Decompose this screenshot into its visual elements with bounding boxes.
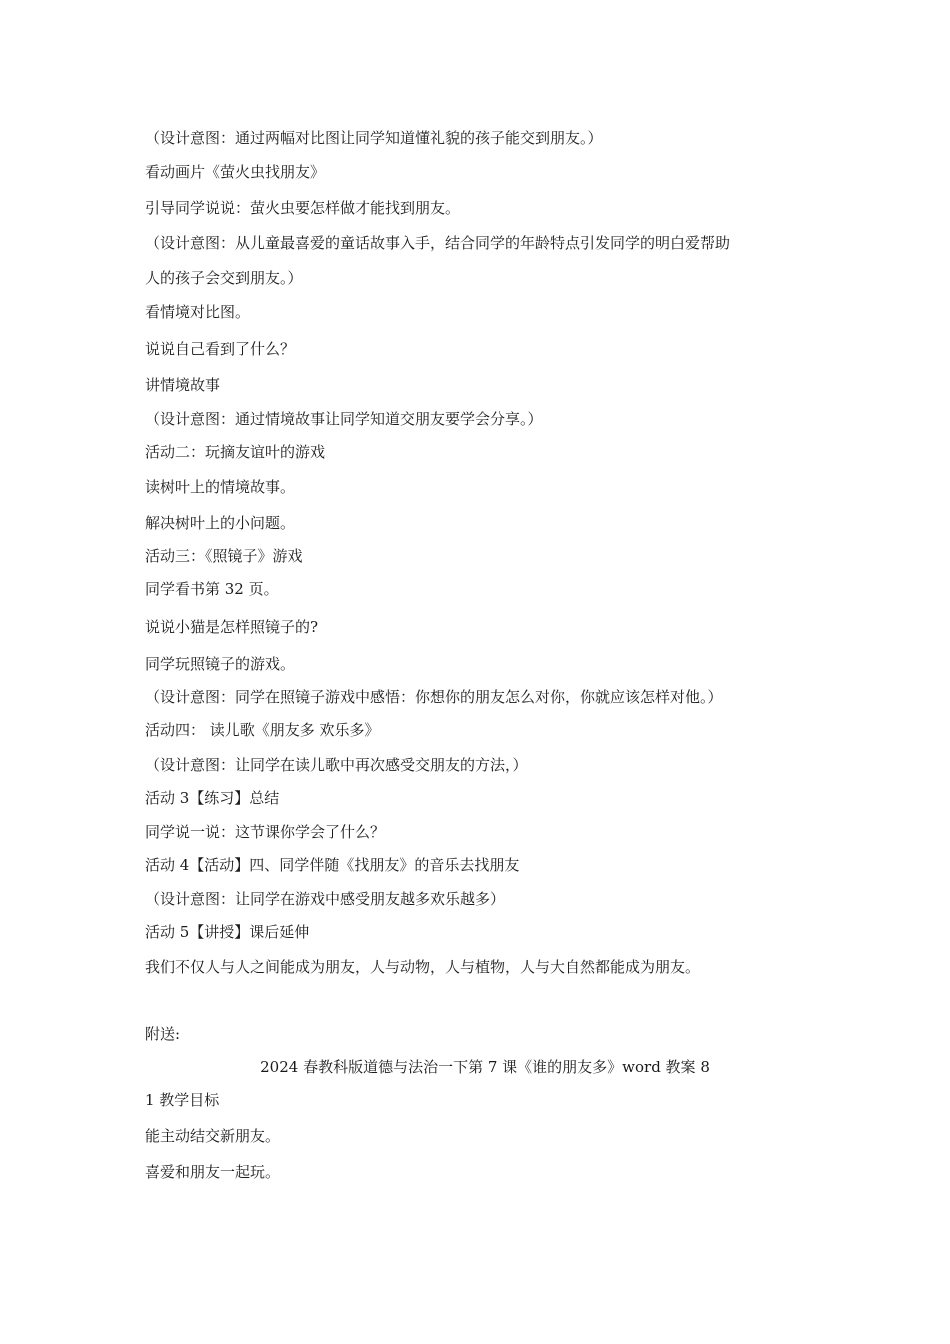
text-line: （设计意图：通过两幅对比图让同学知道懂礼貌的孩子能交到朋友。） xyxy=(145,129,603,147)
text-line: （设计意图：让同学在读儿歌中再次感受交朋友的方法，） xyxy=(145,756,528,774)
text-line: 看动画片《萤火虫找朋友》 xyxy=(145,163,326,181)
text-line: 活动三：《照镜子》游戏 xyxy=(145,547,303,565)
text-line: 同学玩照镜子的游戏。 xyxy=(145,655,296,673)
text-line: 活动 3【练习】总结 xyxy=(145,789,280,807)
appendix-line: 喜爱和朋友一起玩。 xyxy=(145,1163,281,1181)
text-line: 看情境对比图。 xyxy=(145,303,251,321)
text-line: 说说小猫是怎样照镜子的? xyxy=(145,618,319,636)
text-line: 说说自己看到了什么？ xyxy=(145,340,296,358)
text-line: 同学说一说：这节课你学会了什么？ xyxy=(145,823,386,841)
text-line: 人的孩子会交到朋友。） xyxy=(145,269,303,287)
text-line: 活动四： 读儿歌《朋友多 欢乐多》 xyxy=(145,721,380,739)
text-line: 活动 5【讲授】课后延伸 xyxy=(145,923,310,941)
text-line: （设计意图：从儿童最喜爱的童话故事入手，结合同学的年龄特点引发同学的明白爱帮助 xyxy=(145,234,731,252)
appendix-label: 附送: xyxy=(145,1025,181,1043)
text-line: （设计意图：通过情境故事让同学知道交朋友要学会分享。） xyxy=(145,410,543,428)
text-line: 活动二：玩摘友谊叶的游戏 xyxy=(145,443,326,461)
text-line: （设计意图：让同学在游戏中感受朋友越多欢乐越多） xyxy=(145,890,506,908)
text-line: 引导同学说说：萤火虫要怎样做才能找到朋友。 xyxy=(145,199,461,217)
text-line: 读树叶上的情境故事。 xyxy=(145,478,296,496)
text-line: 讲情境故事 xyxy=(145,376,221,394)
appendix-title: 2024 春教科版道德与法治一下第 7 课《谁的朋友多》word 教案 8 xyxy=(260,1058,710,1076)
text-line: 活动 4【活动】四、同学伴随《找朋友》的音乐去找朋友 xyxy=(145,856,520,874)
appendix-line: 能主动结交新朋友。 xyxy=(145,1127,281,1145)
text-line: （设计意图：同学在照镜子游戏中感悟：你想你的朋友怎么对你，你就应该怎样对他。） xyxy=(145,688,723,706)
text-line: 同学看书第 32 页。 xyxy=(145,580,279,598)
appendix-line: 1 教学目标 xyxy=(145,1091,220,1109)
text-line: 我们不仅人与人之间能成为朋友，人与动物，人与植物，人与大自然都能成为朋友。 xyxy=(145,958,701,976)
text-line: 解决树叶上的小问题。 xyxy=(145,514,296,532)
